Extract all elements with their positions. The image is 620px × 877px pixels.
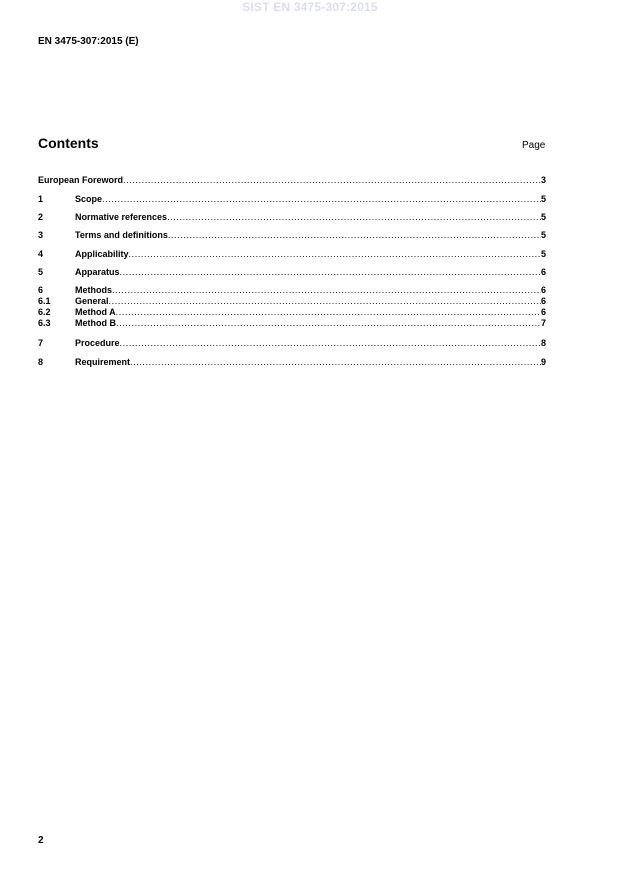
toc-entry-page: 6: [540, 296, 546, 306]
toc-entry-number: 5: [38, 267, 44, 277]
toc-entry-foreword[interactable]: [38, 174, 546, 186]
toc-entry-number: 3: [38, 230, 44, 240]
toc-entry-page: 5: [540, 249, 546, 259]
toc-entry-scope[interactable]: [38, 193, 546, 205]
contents-heading: Contents: [38, 135, 99, 151]
toc-entry-applicability[interactable]: [38, 248, 546, 260]
document-id: EN 3475-307:2015 (E): [38, 36, 139, 47]
toc-entry-title: Applicability: [75, 249, 129, 259]
toc-leader-dots: [168, 229, 541, 241]
toc-entry-requirement[interactable]: [38, 356, 546, 368]
toc-entry-page: 8: [540, 338, 546, 348]
toc-entry-number: 4: [38, 249, 44, 259]
toc-entry-number: 8: [38, 357, 44, 367]
toc-entry-number: 6.1: [38, 296, 51, 306]
toc-entry-title: Normative references: [75, 212, 168, 222]
toc-entry-title: Apparatus: [75, 267, 120, 277]
toc-entry-number: 7: [38, 338, 44, 348]
toc-leader-dots: [120, 266, 541, 278]
toc-entry-page: 6: [540, 267, 546, 277]
toc-entry-page: 9: [540, 357, 546, 367]
toc-entry-method-b[interactable]: [38, 317, 546, 329]
toc-entry-page: 7: [540, 318, 546, 328]
toc-entry-page: 3: [540, 175, 546, 185]
toc-leader-dots: [123, 174, 541, 186]
toc-entry-page: 6: [540, 285, 546, 295]
toc-entry-title: General: [75, 296, 109, 306]
toc-entry-procedure[interactable]: [38, 337, 546, 349]
page-column-label: Page: [522, 140, 546, 151]
toc-entry-normative-references[interactable]: [38, 211, 546, 223]
toc-entry-apparatus[interactable]: [38, 266, 546, 278]
watermark: SIST EN 3475-307:2015: [242, 0, 378, 14]
toc-entry-number: 6.3: [38, 318, 51, 328]
toc-leader-dots: [102, 193, 541, 205]
toc-entry-number: 6.2: [38, 307, 51, 317]
toc-entry-terms-and-definitions[interactable]: [38, 229, 546, 241]
toc-entry-page: 5: [540, 230, 546, 240]
toc-entry-page: 6: [540, 307, 546, 317]
toc-entry-title: Method B: [75, 318, 116, 328]
toc-entry-number: 1: [38, 194, 44, 204]
toc-entry-number: 2: [38, 212, 44, 222]
toc-entry-title: Requirement: [75, 357, 131, 367]
toc-entry-page: 5: [540, 212, 546, 222]
toc-entry-number: 6: [38, 285, 44, 295]
toc-leader-dots: [116, 317, 541, 329]
page-number: 2: [38, 835, 44, 846]
toc-leader-dots: [129, 248, 541, 260]
toc-leader-dots: [167, 211, 541, 223]
toc-entry-title: Method A: [75, 307, 116, 317]
toc-entry-title: European Foreword: [38, 175, 124, 185]
toc-entry-title: Methods: [75, 285, 112, 295]
toc-entry-title: Procedure: [75, 338, 120, 348]
toc-entry-title: Terms and definitions: [75, 230, 168, 240]
toc-entry-page: 5: [540, 194, 546, 204]
toc-entry-title: Scope: [75, 194, 103, 204]
toc-leader-dots: [130, 356, 541, 368]
toc-leader-dots: [120, 337, 541, 349]
